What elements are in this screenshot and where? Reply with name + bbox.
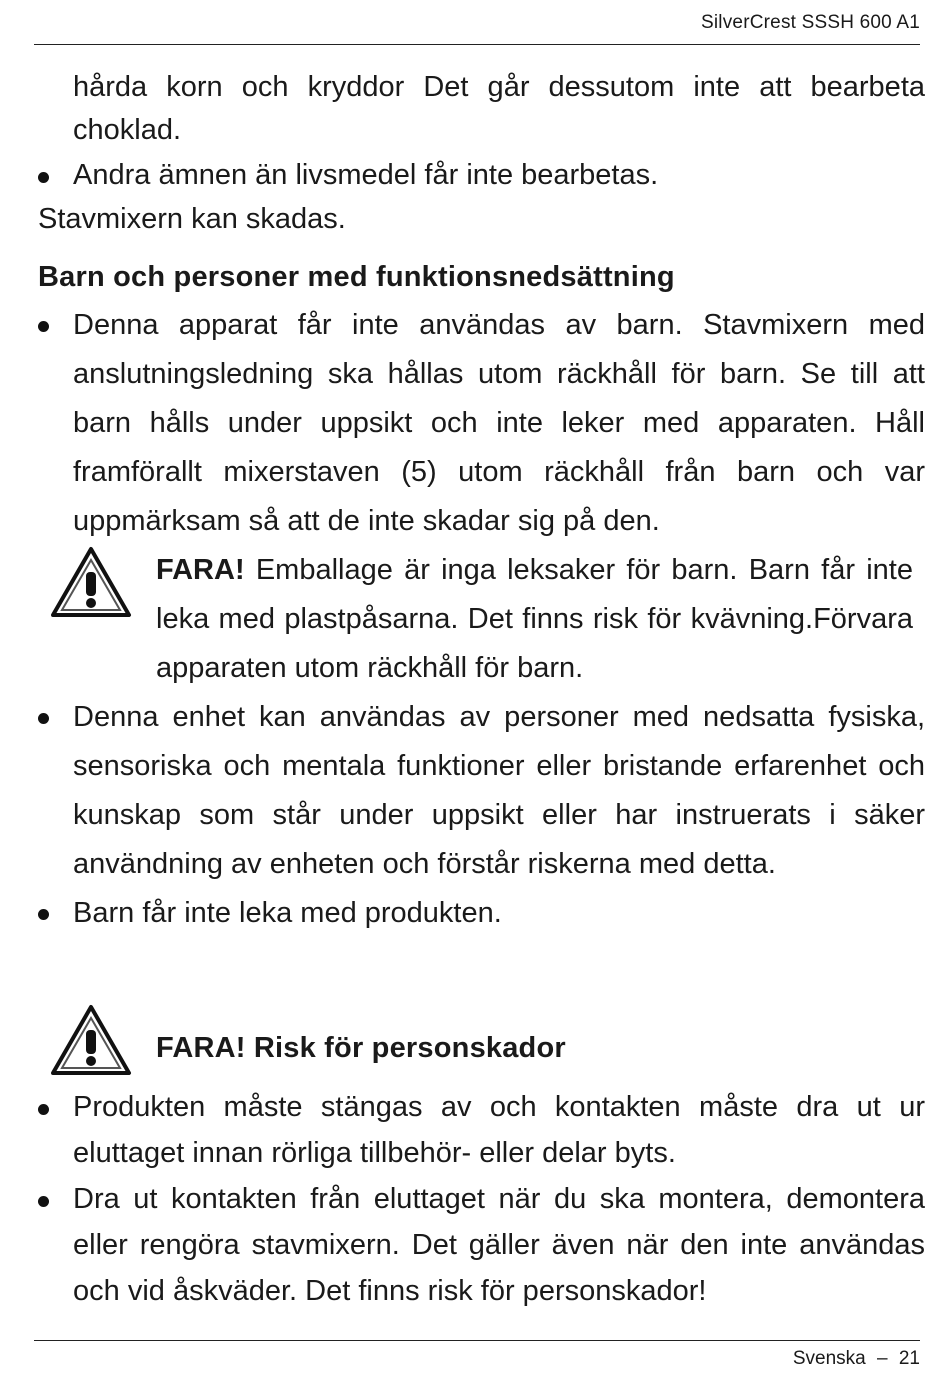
danger-bullet-list — [38, 1084, 925, 1314]
intro-continuation: hårda korn och kryddor Det går dessutom inte att bearbeta choklad. — [73, 71, 925, 146]
bullet-icon — [38, 321, 49, 332]
list-item — [38, 301, 925, 546]
footer-language: Svenska — [792, 1348, 866, 1369]
header-title: SilverCrest SSSH 600 A1 — [701, 12, 920, 33]
list-item — [38, 693, 925, 889]
intro-bullet-list — [38, 152, 925, 198]
section-title-children: Barn och personer med funktionsnedsättning — [38, 261, 675, 293]
list-item — [38, 1176, 925, 1314]
children-bullet-list — [38, 301, 925, 546]
children-bullet-list-2 — [38, 693, 925, 938]
list-item — [38, 889, 925, 938]
section-title-danger: FARA! Risk för personskador — [156, 1032, 566, 1064]
list-item-text: Produkten måste stängas av och kontakten måste dra ut ur eluttaget innan rörliga tillbehör- eller delar byts. — [73, 1091, 925, 1169]
bullet-icon — [38, 1196, 49, 1207]
bullet-icon — [38, 713, 49, 724]
header-rule — [34, 44, 920, 45]
bullet-icon — [38, 1104, 49, 1115]
warning-body: Emballage är inga leksaker för barn. Barn får inte leka med plastpåsarna. Det finns risk för kvävning.Förvara apparaten utom räckhåll för barn. — [156, 554, 913, 684]
list-item-text: Denna enhet kan användas av personer med nedsatta fysiska, sensoriska och mentala funktioner eller bristande erfarenhet och kunskap som står under uppsikt eller har instruerats i säker användning av enheten och förstår riskerna med detta. — [73, 701, 925, 880]
list-item-text: Andra ämnen än livsmedel får inte bearbetas. — [73, 159, 659, 191]
list-item — [38, 152, 925, 198]
warning-block — [38, 546, 925, 693]
footer-rule — [34, 1340, 920, 1341]
footer-separator: – — [877, 1348, 888, 1369]
danger-heading-block — [38, 1004, 925, 1084]
warning-triangle-icon — [50, 1004, 132, 1076]
warning-triangle-icon — [50, 546, 132, 618]
list-item-text: Dra ut kontakten från eluttaget när du ska montera, demontera eller rengöra stavmixern. Det gäller även när den inte användas och vid åskväder. Det finns risk för personskador! — [73, 1183, 925, 1307]
list-item-text: Denna apparat får inte användas av barn. Stavmixern med anslutningsledning ska hållas utom räckhåll för barn. Se till att barn hålls under uppsikt och inte leker med apparaten. Håll framförallt mixerstaven (5) utom räckhåll från barn och var uppmärksam så att de inte skadar sig på den. — [73, 309, 925, 537]
warning-label: FARA! — [156, 554, 245, 586]
bullet-icon — [38, 909, 49, 920]
bullet-icon — [38, 172, 49, 183]
intro-note: Stavmixern kan skadas. — [38, 203, 346, 235]
footer — [787, 1348, 920, 1370]
page-content — [38, 66, 925, 1314]
list-item-text: Barn får inte leka med produkten. — [73, 897, 502, 929]
warning-text — [156, 546, 925, 693]
list-item — [38, 1084, 925, 1176]
page-number: 21 — [898, 1348, 920, 1369]
